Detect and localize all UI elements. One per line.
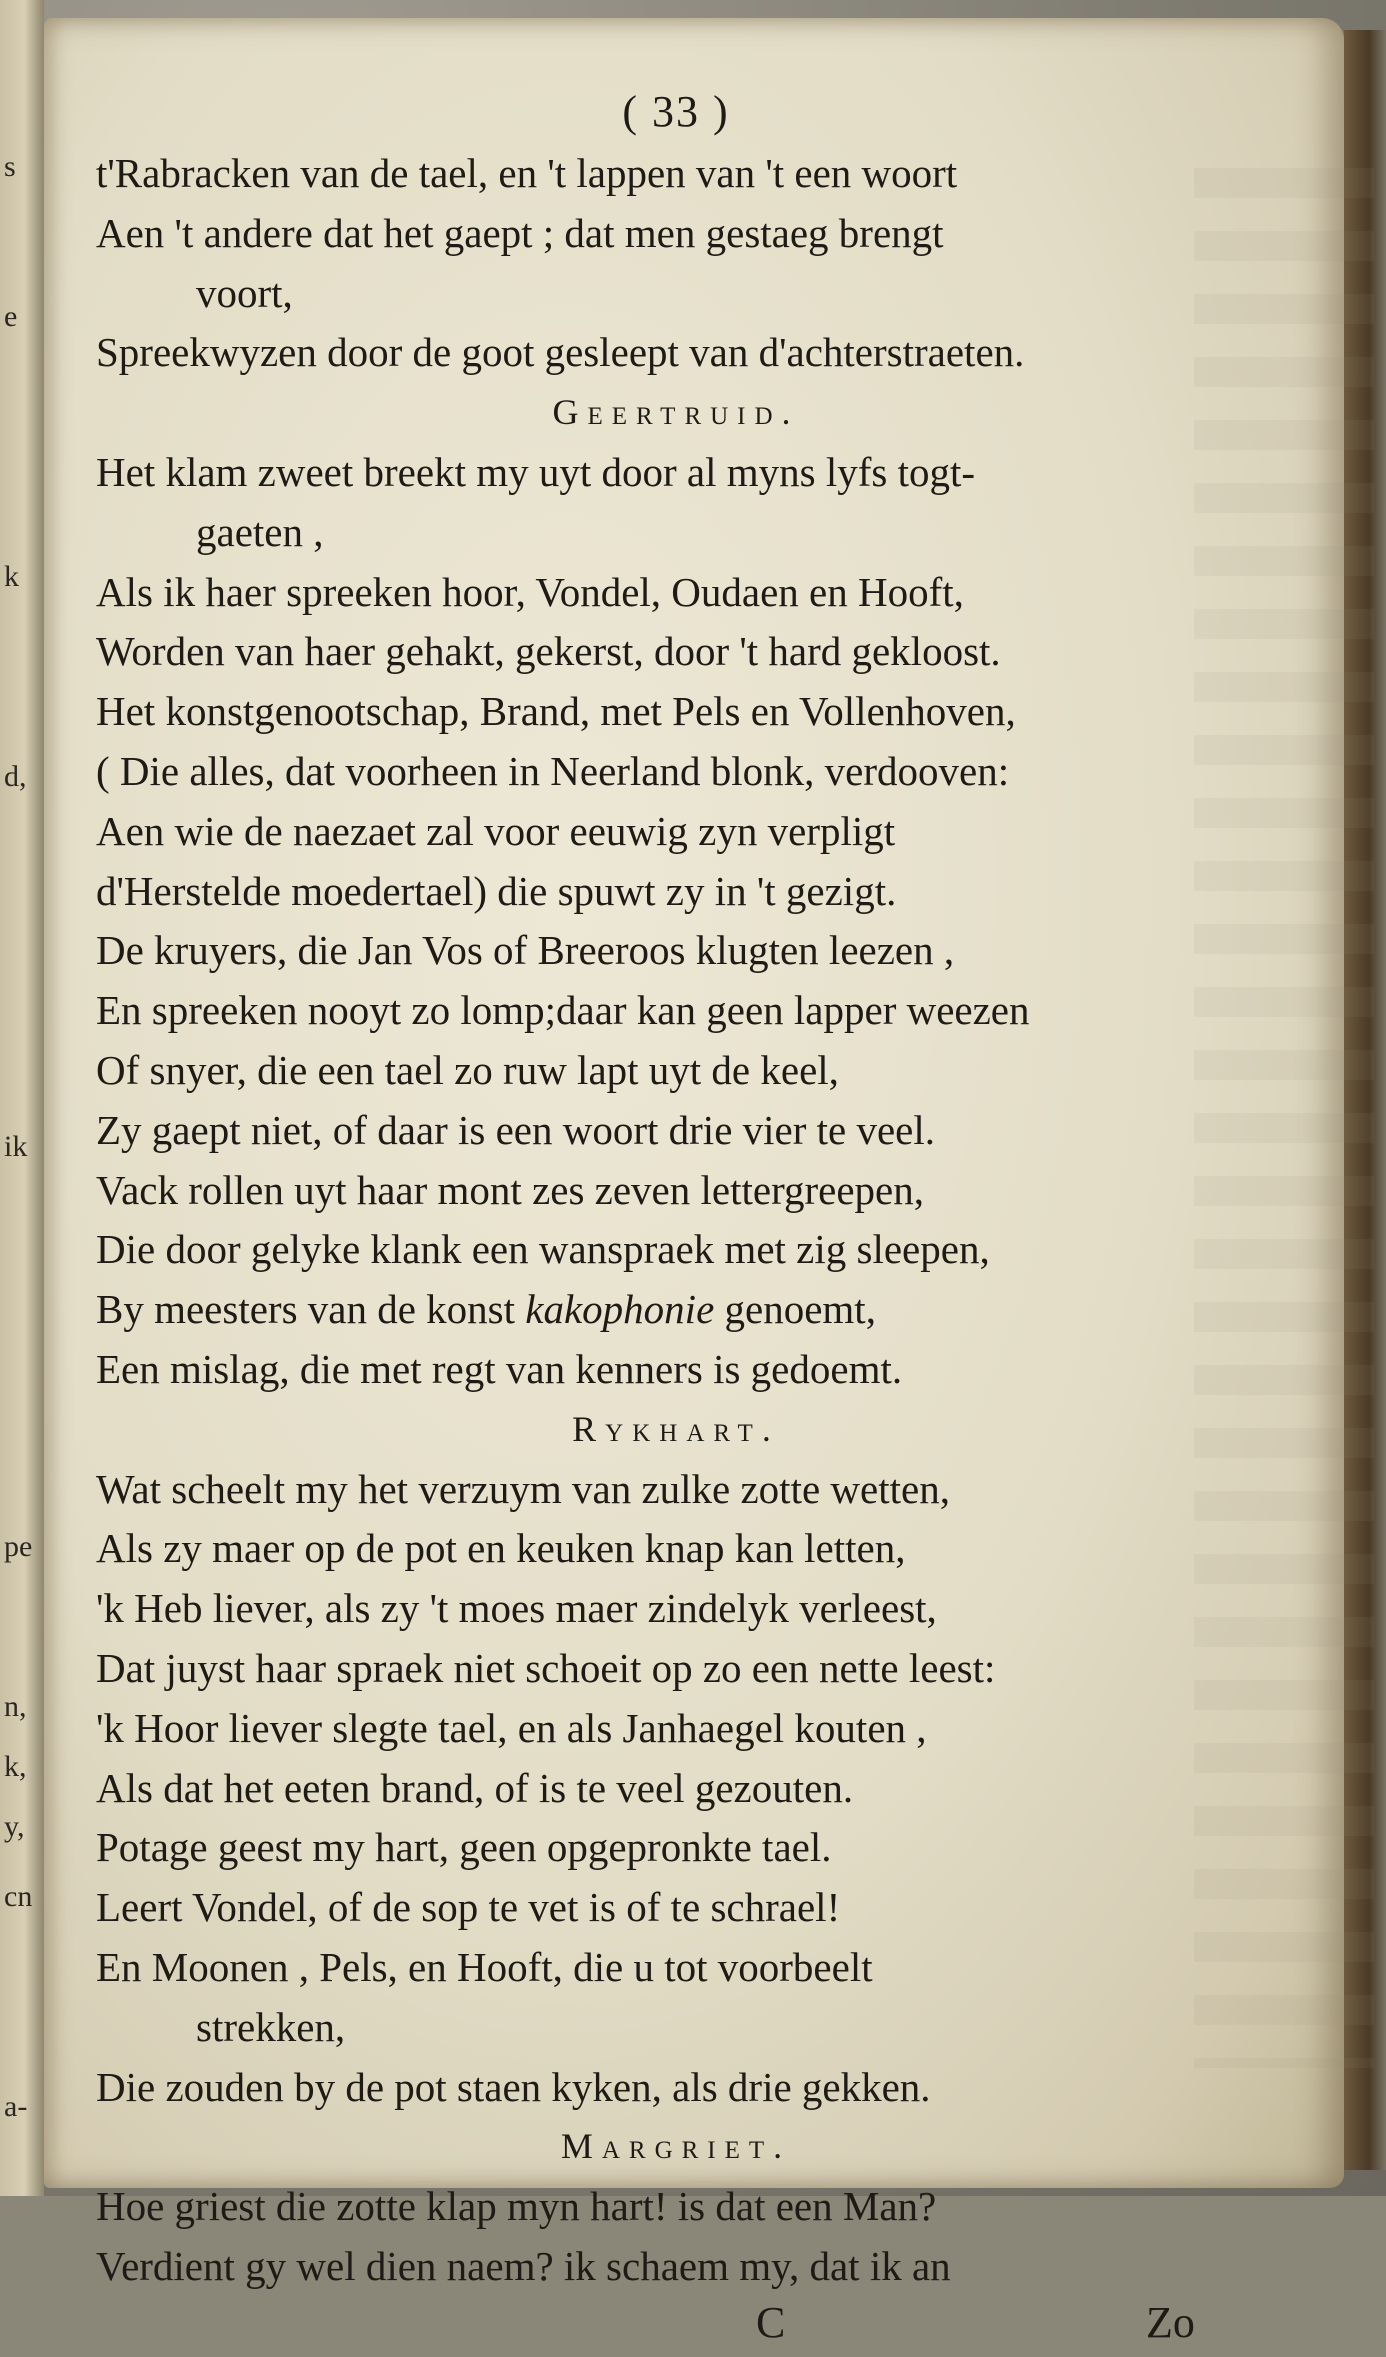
- verse-line: gaeten ,: [196, 508, 324, 555]
- verse-line: ( Die alles, dat voorheen in Neerland blonk, verdooven:: [96, 747, 1010, 794]
- verse-line: d'Herstelde moedertael) die spuwt zy in 't gezigt.: [96, 867, 897, 914]
- verse-line: En spreeken nooyt zo lomp;daar kan geen lapper weezen: [96, 987, 1030, 1034]
- verse-line: Het klam zweet breekt my uyt door al myns lyfs togt-: [96, 448, 976, 495]
- verse-lines: [96, 144, 1256, 2297]
- speaker-name: Margriet.: [560, 2126, 792, 2167]
- verse-line: Die door gelyke klank een wanspraek met zig sleepen,: [96, 1226, 990, 1273]
- verse-line: Als ik haer spreeken hoor, Vondel, Oudaen en Hooft,: [96, 568, 964, 615]
- left-page-fragment: s: [4, 150, 16, 183]
- verse-line: Die zouden by de pot staen kyken, als drie gekken.: [96, 2063, 931, 2110]
- page-text: [96, 86, 1256, 2357]
- verse-line: Aen wie de naezaet zal voor eeuwig zyn verpligt: [96, 807, 896, 854]
- left-page-fragment: cn: [4, 1880, 33, 1913]
- speaker-name: Rykhart.: [572, 1408, 780, 1449]
- verse-line: 'k Heb liever, als zy 't moes maer zindelyk verleest,: [96, 1585, 937, 1632]
- verse-line: Spreekwyzen door de goot gesleept van d'achterstraeten.: [96, 329, 1025, 376]
- verse-line: Dat juyst haar spraek niet schoeit op zo een nette leest:: [96, 1644, 996, 1691]
- verse-line: Vack rollen uyt haar mont zes zeven lettergreepen,: [96, 1166, 924, 1213]
- verse-line: Een mislag, die met regt van kenners is gedoemt.: [96, 1345, 903, 1392]
- page-number: ( 33 ): [622, 87, 730, 136]
- italic-term: kakophonie: [525, 1286, 715, 1333]
- left-page-fragment: n,: [4, 1690, 27, 1723]
- verse-line: Leert Vondel, of de sop te vet is of te schrael!: [96, 1884, 841, 1931]
- left-page-fragment: e: [4, 300, 18, 333]
- verse-line: t'Rabracken van de tael, en 't lappen van 't een woort: [96, 150, 958, 196]
- verse-line: En Moonen , Pels, en Hooft, die u tot voorbeelt: [96, 1943, 873, 1990]
- verse-line: Als dat het eeten brand, of is te veel gezouten.: [96, 1764, 854, 1811]
- catchword: Zo: [1146, 2297, 1195, 2347]
- verse-line: Verdient gy wel dien naem? ik schaem my, dat ik an: [96, 2242, 951, 2289]
- left-page-fragment: pe: [4, 1530, 33, 1563]
- left-page-fragment: y,: [4, 1810, 25, 1843]
- left-page-fragment: a-: [4, 2090, 28, 2123]
- verse-line: Hoe griest die zotte klap myn hart! is dat een Man?: [96, 2183, 937, 2230]
- verse-text: By meesters van de konst: [96, 1286, 526, 1333]
- left-page-fragment: k,: [4, 1750, 27, 1783]
- left-page-fragment: d,: [4, 760, 27, 793]
- verse-line: De kruyers, die Jan Vos of Breeroos klugten leezen ,: [96, 927, 955, 974]
- verse-line: strekken,: [196, 2003, 346, 2050]
- verse-line: Worden van haer gehakt, gekerst, door 't hard gekloost.: [96, 628, 1001, 675]
- left-page-edge: [0, 0, 44, 2196]
- verse-line: Potage geest my hart, geen opgepronkte tael.: [96, 1824, 832, 1871]
- verse-line: Als zy maer op de pot en keuken knap kan letten,: [96, 1525, 906, 1572]
- speaker-name: Geertruid.: [552, 392, 800, 433]
- left-page-fragment: k: [4, 560, 19, 593]
- verse-line: Zy gaept niet, of daar is een woort drie vier te veel.: [96, 1106, 936, 1153]
- left-page-fragment: ik: [4, 1130, 28, 1163]
- verse-text: genoemt,: [714, 1286, 876, 1333]
- verse-line: 'k Hoor liever slegte tael, en als Janhaegel kouten ,: [96, 1704, 927, 1751]
- verse-line: Of snyer, die een tael zo ruw lapt uyt de keel,: [96, 1046, 839, 1093]
- page-footer: [96, 2297, 1256, 2357]
- verse-line: voort,: [196, 269, 293, 316]
- signature-mark: C: [756, 2297, 786, 2347]
- verse-line: [96, 1280, 1256, 1340]
- verse-line: Aen 't andere dat het gaept ; dat men gestaeg brengt: [96, 209, 944, 256]
- verse-line: Wat scheelt my het verzuym van zulke zotte wetten,: [96, 1465, 950, 1512]
- verse-line: Het konstgenootschap, Brand, met Pels en Vollenhoven,: [96, 688, 1016, 735]
